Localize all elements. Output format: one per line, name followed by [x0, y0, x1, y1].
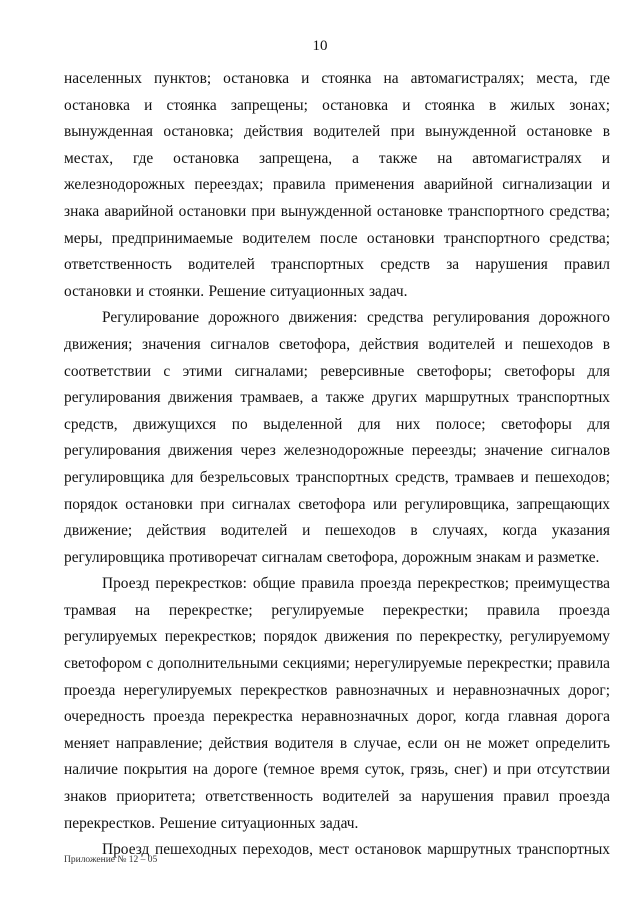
paragraph-traffic-regulation: Регулирование дорожного движения: средства регулирования дорожного движения; значения сигналов светофора, действия водителей и пешеходов в соответствии с этими сигналами; реверсивные светофоры; светофоры для регулирования движения трамваев, а также других маршрутных транспортных средств, движущихся по выделенной для них полосе; светофоры для регулирования движения через железнодорожные переезды; значение сигналов регулировщика для безрельсовых транспортных средств, трамваев и пешеходов; порядок остановки при сигналах светофора или регулировщика, запрещающих движение; действия водителей и пешеходов в случаях, когда указания регулировщика противоречат сигналам светофора, дорожным знакам и разметке.: [64, 309, 610, 566]
paragraph-continuation: населенных пунктов; остановка и стоянка на автомагистралях; места, где остановка и стоянка запрещены; остановка и стоянка в жилых зонах; вынужденная остановка; действия водителей при вынужденной остановке в местах, где остановка запрещена, а также на автомагистралях и железнодорожных переездах; правила применения аварийной сигнализации и знака аварийной остановки при вынужденной остановке транспортного средства; меры, предпринимаемые водителем после остановки транспортного средства; ответственность водителей транспортных средств за нарушения правил остановки и стоянки. Решение ситуационных задач.: [64, 70, 610, 300]
page-body: [64, 66, 610, 864]
paragraph-intersections: Проезд перекрестков: общие правила проезда перекрестков; преимущества трамвая на перекрестке; регулируемые перекрестки; правила проезда регулируемых перекрестков; порядок движения по перекрестку, регулируемому светофором с дополнительными секциями; нерегулируемые перекрестки; правила проезда нерегулируемых перекрестков равнозначных и неравнозначных дорог; очередность проезда перекрестка неравнозначных дорог, когда главная дорога меняет направление; действия водителя в случае, если он не может определить наличие покрытия на дороге (темное время суток, грязь, снег) и при отсутствии знаков приоритета; ответственность водителей за нарушения правил проезда перекрестков. Решение ситуационных задач.: [64, 575, 610, 832]
footer-note: Приложение № 12 – 05: [64, 855, 158, 865]
page-number: 10: [312, 38, 328, 54]
paragraph-pedestrian-crossings: Проезд пешеходных переходов, мест остановок маршрутных транспортных: [102, 841, 610, 859]
